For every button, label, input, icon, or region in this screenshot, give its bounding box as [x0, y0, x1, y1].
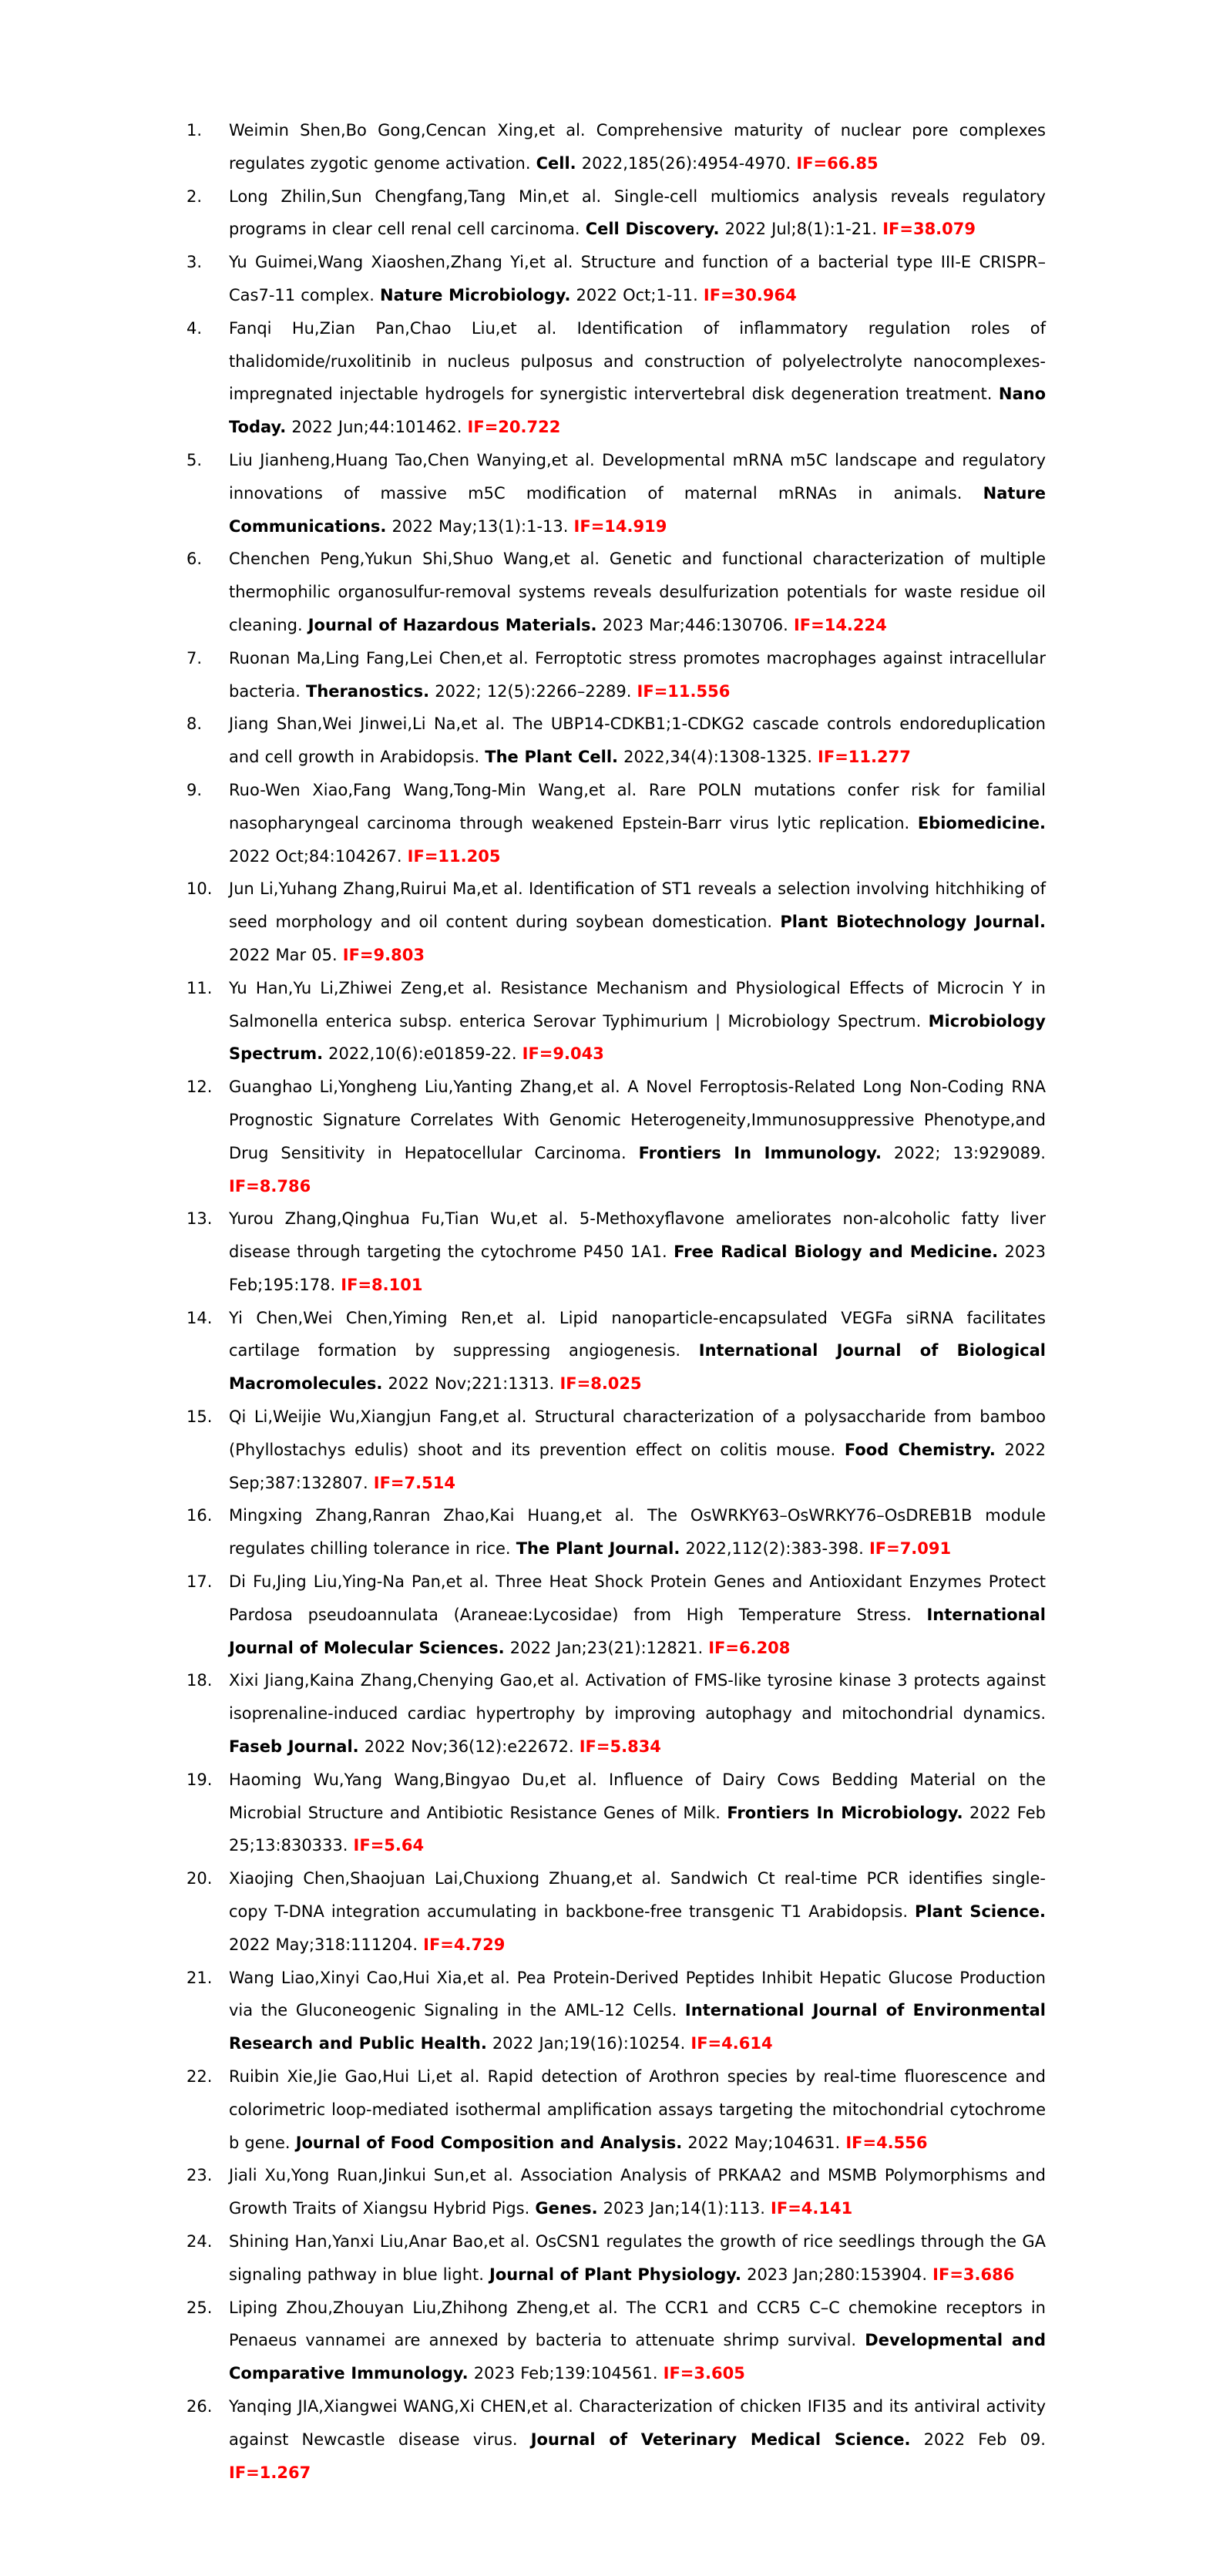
reference-item — [185, 873, 1046, 971]
reference-item — [185, 2060, 1046, 2159]
publication-list — [185, 114, 1046, 2489]
reference-item — [185, 1962, 1046, 2060]
impact-factor: IF=4.614 — [690, 2034, 773, 2053]
reference-text: Ruo-Wen Xiao,Fang Wang,Tong-Min Wang,et al. Rare POLN mutations confer risk for familial nasopharyngeal carcinoma through weakened Epstein-Barr virus lytic replication. — [229, 780, 1046, 832]
reference-number: 1. — [186, 121, 203, 140]
reference-text: 2022 Feb 25;13:830333. — [229, 1803, 1046, 1855]
reference-text: 2023 Feb;195:178. — [229, 1243, 1046, 1294]
reference-item — [185, 180, 1046, 247]
reference-text: 2022 Oct;1-11. — [570, 285, 704, 304]
reference-item — [185, 114, 1046, 180]
reference-item — [185, 642, 1046, 708]
reference-text: 2022 Jul;8(1):1-21. — [719, 220, 883, 239]
reference-text: Fanqi Hu,Zian Pan,Chao Liu,et al. Identification of inflammatory regulation roles of thalidomide/ruxolitinib in nucleus pulposus and construction of polyelectrolyte nanocomplexes-impregnated injectable hydrogels for synergistic intervertebral disk degeneration treatment. — [229, 318, 1046, 404]
reference-text: Di Fu,Jing Liu,Ying-Na Pan,et al. Three Heat Shock Protein Genes and Antioxidant Enzymes Protect Pardosa pseudoannulata (Araneae:Lycosidae) from High Temperature Stress. — [229, 1572, 1046, 1624]
reference-text: 2022,34(4):1308-1325. — [618, 748, 818, 767]
reference-item — [185, 774, 1046, 873]
reference-number: 4. — [186, 318, 203, 338]
reference-text: Haoming Wu,Yang Wang,Bingyao Du,et al. Influence of Dairy Cows Bedding Material on the Microbial Structure and Antibiotic Resistance Genes of Milk. — [229, 1770, 1046, 1822]
journal-name: Frontiers In Microbiology. — [727, 1803, 963, 1822]
journal-name: Journal of Veterinary Medical Science. — [530, 2430, 911, 2449]
impact-factor: IF=30.964 — [703, 285, 797, 304]
journal-name: Frontiers In Immunology. — [638, 1143, 882, 1162]
reference-number: 24. — [186, 2232, 213, 2251]
impact-factor: IF=8.025 — [559, 1374, 642, 1394]
reference-number: 20. — [186, 1869, 213, 1888]
reference-item — [185, 1499, 1046, 1565]
reference-item — [185, 1764, 1046, 1862]
reference-text: 2022 Jun;44:101462. — [286, 418, 468, 437]
reference-text: Xiaojing Chen,Shaojuan Lai,Chuxiong Zhuang,et al. Sandwich Ct real-time PCR identifies single-copy T-DNA integration accumulating in backbone-free transgenic T1 Arabidopsis. — [229, 1869, 1046, 1922]
reference-number: 12. — [186, 1078, 213, 1097]
reference-text: Xixi Jiang,Kaina Zhang,Chenying Gao,et al. Activation of FMS-like tyrosine kinase 3 protects against isoprenaline-induced cardiac hypertrophy by improving autophagy and mitochondrial dynamics. — [229, 1671, 1046, 1723]
reference-number: 13. — [186, 1209, 213, 1229]
impact-factor: IF=11.556 — [637, 681, 731, 701]
reference-item — [185, 2292, 1046, 2390]
impact-factor: IF=8.786 — [229, 1176, 311, 1196]
reference-text: 2022; 13:929089. — [881, 1143, 1046, 1162]
reference-item — [185, 1202, 1046, 1301]
impact-factor: IF=7.514 — [373, 1473, 455, 1492]
reference-text: Jun Li,Yuhang Zhang,Ruirui Ma,et al. Identification of ST1 reveals a selection involving hitchhiking of seed morphology and oil content during soybean domestication. — [229, 879, 1046, 932]
reference-number: 10. — [186, 879, 213, 899]
reference-text: 2023 Jan;280:153904. — [741, 2265, 933, 2284]
impact-factor: IF=1.267 — [229, 2463, 311, 2482]
reference-item — [185, 1664, 1046, 1763]
reference-text: Yu Han,Yu Li,Zhiwei Zeng,et al. Resistance Mechanism and Physiological Effects of Microcin Y in Salmonella enterica subsp. enterica Serovar Typhimurium | Microbiology Spectrum. — [229, 978, 1046, 1031]
impact-factor: IF=38.079 — [882, 220, 976, 239]
journal-name: Journal of Food Composition and Analysis. — [295, 2133, 683, 2152]
journal-name: Nature Microbiology. — [380, 285, 571, 304]
impact-factor: IF=14.919 — [573, 516, 667, 536]
reference-text: Mingxing Zhang,Ranran Zhao,Kai Huang,et al. The OsWRKY63–OsWRKY76–OsDREB1B module regulates chilling tolerance in rice. — [229, 1506, 1046, 1559]
journal-name: Nano Today. — [229, 385, 1046, 437]
reference-number: 15. — [186, 1407, 213, 1427]
impact-factor: IF=4.729 — [423, 1935, 506, 1954]
journal-name: Microbiology Spectrum. — [229, 1011, 1046, 1064]
reference-number: 8. — [186, 715, 203, 734]
reference-text: 2023 Jan;14(1):113. — [597, 2199, 771, 2218]
reference-number: 18. — [186, 1671, 213, 1690]
reference-item — [185, 2159, 1046, 2225]
journal-name: Plant Science. — [914, 1902, 1046, 1922]
reference-text: Yu Guimei,Wang Xiaoshen,Zhang Yi,et al. Structure and function of a bacterial type III-E CRISPR–Cas7-11 complex. — [229, 253, 1046, 304]
reference-text: 2022 Sep;387:132807. — [229, 1440, 1046, 1492]
reference-number: 26. — [186, 2396, 213, 2416]
impact-factor: IF=5.64 — [353, 1836, 425, 1855]
reference-number: 17. — [186, 1572, 213, 1592]
reference-text: Liu Jianheng,Huang Tao,Chen Wanying,et al. Developmental mRNA m5C landscape and regulatory innovations of massive m5C modification of maternal mRNAs in animals. — [229, 450, 1046, 503]
reference-number: 7. — [186, 648, 203, 668]
reference-item — [185, 246, 1046, 312]
reference-text: 2022 Nov;221:1313. — [382, 1374, 560, 1394]
journal-name: Food Chemistry. — [844, 1440, 996, 1459]
reference-text: 2022 Mar 05. — [229, 945, 343, 964]
journal-name: Cell. — [536, 153, 576, 173]
reference-item — [185, 1302, 1046, 1401]
reference-number: 19. — [186, 1770, 213, 1789]
reference-item — [185, 1862, 1046, 1961]
impact-factor: IF=3.605 — [663, 2364, 745, 2383]
reference-text: Long Zhilin,Sun Chengfang,Tang Min,et al. Single-cell multiomics analysis reveals regulatory programs in clear cell renal cell carcinoma. — [229, 187, 1046, 239]
reference-item — [185, 543, 1046, 641]
reference-item — [185, 972, 1046, 1071]
reference-number: 9. — [186, 780, 203, 799]
impact-factor: IF=9.803 — [342, 945, 425, 964]
reference-number: 21. — [186, 1968, 213, 1987]
reference-text: Yurou Zhang,Qinghua Fu,Tian Wu,et al. 5-Methoxyflavone ameliorates non-alcoholic fatty liver disease through targeting the cytochrome P450 1A1. — [229, 1209, 1046, 1262]
impact-factor: IF=6.208 — [708, 1638, 791, 1657]
reference-text: Shining Han,Yanxi Liu,Anar Bao,et al. OsCSN1 regulates the growth of rice seedlings through the GA signaling pathway in blue light. — [229, 2232, 1046, 2284]
reference-number: 22. — [186, 2067, 213, 2087]
journal-name: Free Radical Biology and Medicine. — [674, 1243, 999, 1262]
reference-text: 2022 Jan;23(21):12821. — [504, 1638, 709, 1657]
journal-name: International Journal of Molecular Sciences. — [229, 1605, 1046, 1657]
journal-name: Journal of Plant Physiology. — [489, 2265, 741, 2284]
journal-name: International Journal of Environmental Research and Public Health. — [229, 2001, 1046, 2053]
reference-item — [185, 1565, 1046, 1664]
reference-text: Jiali Xu,Yong Ruan,Jinkui Sun,et al. Association Analysis of PRKAA2 and MSMB Polymorphisms and Growth Traits of Xiangsu Hybrid Pigs. — [229, 2166, 1046, 2218]
reference-text: 2023 Mar;446:130706. — [596, 615, 794, 634]
reference-item — [185, 2225, 1046, 2292]
reference-number: 16. — [186, 1506, 213, 1525]
reference-item — [185, 444, 1046, 543]
impact-factor: IF=66.85 — [796, 153, 879, 173]
journal-name: Journal of Hazardous Materials. — [307, 615, 597, 634]
reference-text: Chenchen Peng,Yukun Shi,Shuo Wang,et al. Genetic and functional characterization of multiple thermophilic organosulfur-removal systems reveals desulfurization potentials for waste residue oil cleaning. — [229, 550, 1046, 634]
reference-number: 23. — [186, 2166, 213, 2185]
journal-name: Ebiomedicine. — [917, 813, 1046, 832]
reference-text: Jiang Shan,Wei Jinwei,Li Na,et al. The UBP14-CDKB1;1-CDKG2 cascade controls endoreduplication and cell growth in Arabidopsis. — [229, 715, 1046, 767]
reference-number: 6. — [186, 550, 203, 569]
impact-factor: IF=4.141 — [771, 2199, 853, 2218]
impact-factor: IF=14.224 — [793, 615, 887, 634]
reference-text: 2022,185(26):4954-4970. — [576, 153, 797, 173]
journal-name: Genes. — [535, 2199, 598, 2218]
reference-text: 2022,112(2):383-398. — [680, 1539, 869, 1559]
journal-name: Developmental and Comparative Immunology. — [229, 2331, 1046, 2383]
reference-text: Yanqing JIA,Xiangwei WANG,Xi CHEN,et al. Characterization of chicken IFI35 and its antiviral activity against Newcastle disease virus. — [229, 2396, 1046, 2449]
reference-number: 2. — [186, 187, 203, 206]
reference-text: 2022 May;318:111204. — [229, 1935, 424, 1954]
reference-number: 3. — [186, 253, 203, 272]
impact-factor: IF=20.722 — [467, 418, 561, 437]
reference-text: 2022 Nov;36(12):e22672. — [358, 1737, 580, 1757]
reference-number: 5. — [186, 450, 203, 469]
reference-text: 2022 Feb 09. — [910, 2430, 1046, 2449]
reference-text: Qi Li,Weijie Wu,Xiangjun Fang,et al. Structural characterization of a polysaccharide from bamboo (Phyllostachys edulis) shoot and its prevention effect on colitis mouse. — [229, 1407, 1046, 1459]
impact-factor: IF=4.556 — [845, 2133, 928, 2152]
reference-text: 2022 Jan;19(16):10254. — [486, 2034, 691, 2053]
reference-number: 25. — [186, 2298, 213, 2317]
reference-item — [185, 1071, 1046, 1202]
reference-text: 2022 May;13(1):1-13. — [386, 516, 574, 536]
impact-factor: IF=7.091 — [869, 1539, 952, 1559]
journal-name: Cell Discovery. — [585, 220, 720, 239]
reference-number: 11. — [186, 978, 213, 997]
reference-text: 2022,10(6):e01859-22. — [323, 1044, 522, 1064]
journal-name: Plant Biotechnology Journal. — [780, 913, 1046, 932]
reference-item — [185, 708, 1046, 774]
reference-number: 14. — [186, 1308, 213, 1327]
impact-factor: IF=8.101 — [341, 1275, 423, 1294]
journal-name: International Journal of Biological Macromolecules. — [229, 1341, 1046, 1394]
journal-name: The Plant Journal. — [516, 1539, 680, 1559]
reference-text: Wang Liao,Xinyi Cao,Hui Xia,et al. Pea Protein-Derived Peptides Inhibit Hepatic Glucose Production via the Gluconeogenic Signaling in the AML-12 Cells. — [229, 1968, 1046, 2020]
reference-text: 2022 May;104631. — [682, 2133, 846, 2152]
reference-text: Weimin Shen,Bo Gong,Cencan Xing,et al. Comprehensive maturity of nuclear pore complexes regulates zygotic genome activation. — [229, 121, 1046, 173]
impact-factor: IF=5.834 — [579, 1737, 661, 1757]
impact-factor: IF=11.205 — [407, 846, 501, 866]
reference-text: Ruonan Ma,Ling Fang,Lei Chen,et al. Ferroptotic stress promotes macrophages against intracellular bacteria. — [229, 648, 1046, 701]
reference-text: 2022 Oct;84:104267. — [229, 846, 408, 866]
journal-name: Nature Communications. — [229, 483, 1046, 536]
impact-factor: IF=11.277 — [818, 748, 911, 767]
reference-text: Ruibin Xie,Jie Gao,Hui Li,et al. Rapid detection of Arothron species by real-time fluorescence and colorimetric loop-mediated isothermal amplification assays targeting the mitochondrial cytochrome b gene. — [229, 2067, 1046, 2152]
reference-item — [185, 2390, 1046, 2489]
impact-factor: IF=9.043 — [522, 1044, 604, 1064]
reference-text: Guanghao Li,Yongheng Liu,Yanting Zhang,et al. A Novel Ferroptosis-Related Long Non-Coding RNA Prognostic Signature Correlates With Genomic Heterogeneity,Immunosuppressive Phenotype,and Drug Sensitivity in Hepatocellular Carcinoma. — [229, 1078, 1046, 1162]
impact-factor: IF=3.686 — [932, 2265, 1015, 2284]
reference-text: 2023 Feb;139:104561. — [468, 2364, 664, 2383]
reference-text: Yi Chen,Wei Chen,Yiming Ren,et al. Lipid nanoparticle-encapsulated VEGFa siRNA facilitates cartilage formation by suppressing angiogenesis. — [229, 1308, 1046, 1360]
journal-name: The Plant Cell. — [485, 748, 619, 767]
reference-text: Liping Zhou,Zhouyan Liu,Zhihong Zheng,et al. The CCR1 and CCR5 C–C chemokine receptors in Penaeus vannamei are annexed by bacteria to attenuate shrimp survival. — [229, 2298, 1046, 2350]
journal-name: Faseb Journal. — [229, 1737, 359, 1757]
reference-item — [185, 1401, 1046, 1499]
reference-text: 2022; 12(5):2266–2289. — [429, 681, 637, 701]
journal-name: Theranostics. — [306, 681, 430, 701]
reference-item — [185, 312, 1046, 444]
